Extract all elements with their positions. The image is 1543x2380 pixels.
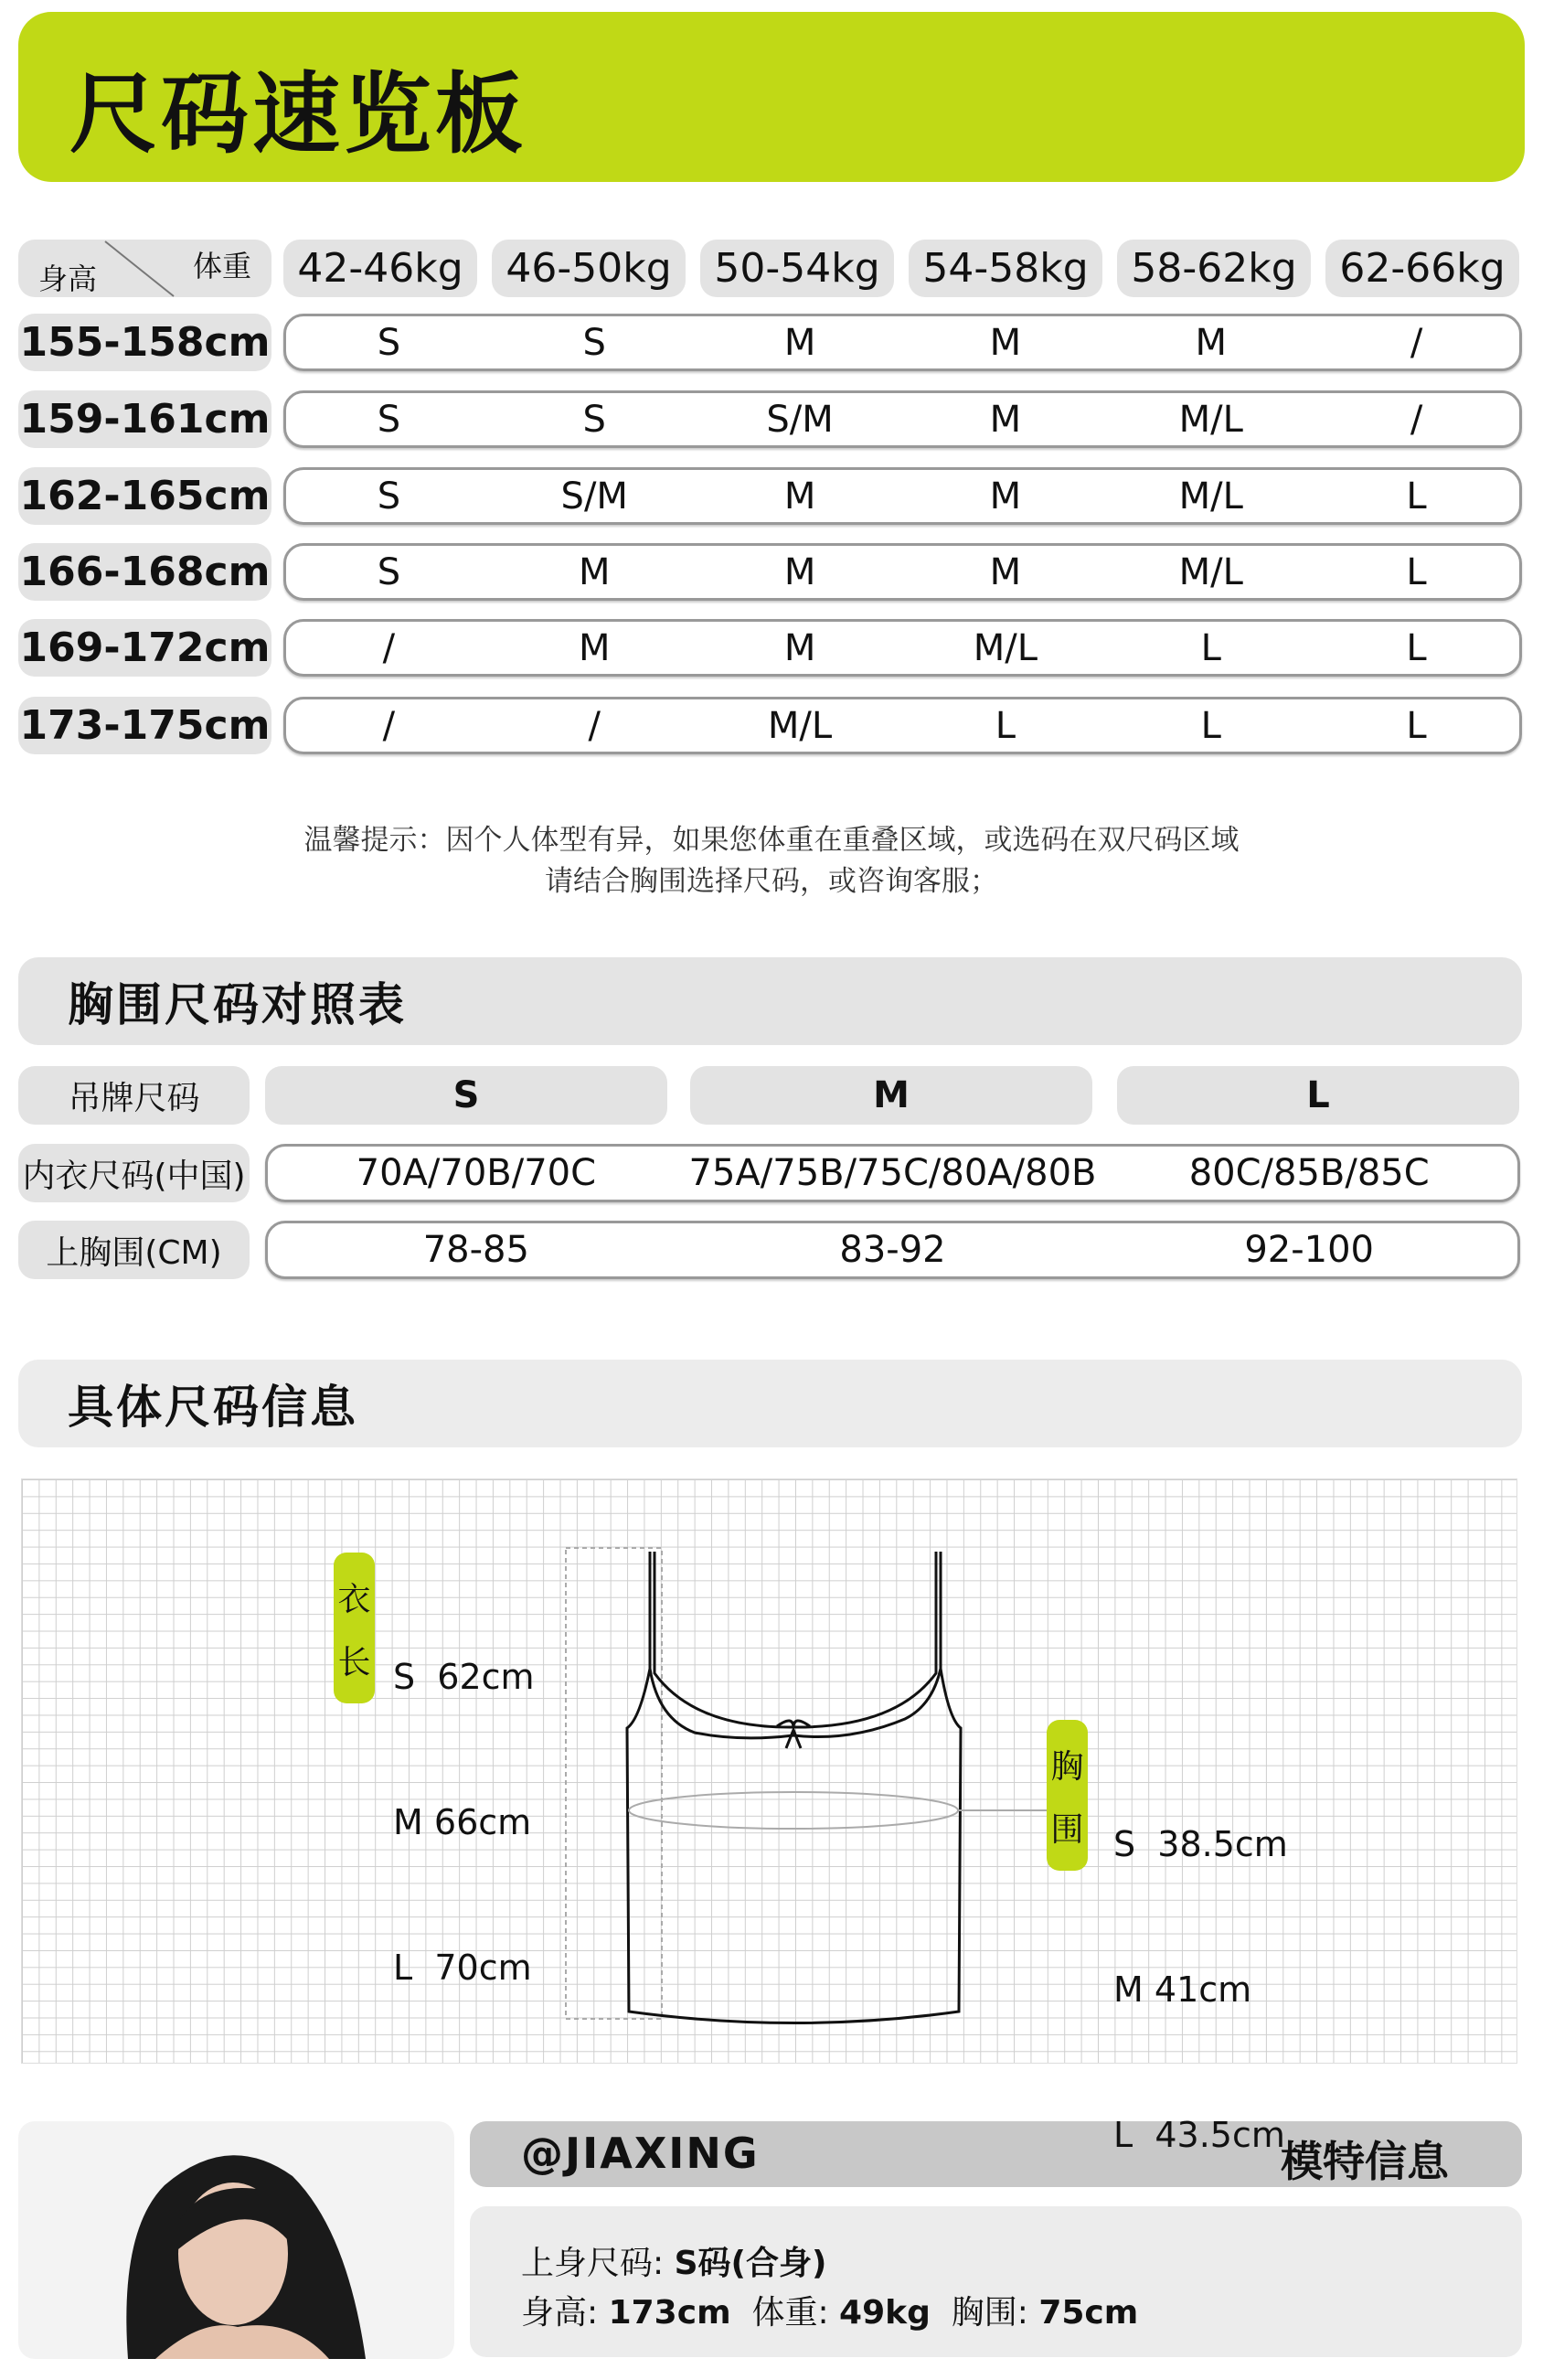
size-row — [283, 543, 1522, 601]
height-axis-label: 身高 — [38, 261, 98, 296]
size-cell: M — [783, 550, 816, 593]
size-row — [283, 619, 1522, 677]
size-cell: L — [1200, 626, 1221, 669]
detail-title: 具体尺码信息 — [18, 1360, 1522, 1447]
size-cell: / — [1410, 398, 1423, 441]
corner-header — [18, 240, 271, 297]
size-cell: M — [783, 321, 816, 364]
height-label: 159-161cm — [18, 390, 271, 448]
size-cell: M — [578, 550, 611, 593]
length-label-char: 衣 — [337, 1580, 371, 1618]
weight-axis-label: 体重 — [192, 249, 251, 283]
page-title: 尺码速览板 — [69, 63, 527, 165]
height-label: 166-168cm — [18, 543, 271, 601]
size-cell: S — [377, 321, 401, 364]
height-label: 169-172cm — [18, 619, 271, 677]
bust-cell: 78-85 — [422, 1229, 529, 1271]
size-row — [283, 390, 1522, 448]
chest-label-char: 围 — [1050, 1810, 1084, 1849]
size-cell: S — [377, 398, 401, 441]
tip-line-2: 请结合胸围选择尺码，或咨询客服； — [545, 865, 998, 898]
title-banner — [18, 12, 1525, 182]
model-info-title: 模特信息 — [1281, 2137, 1449, 2186]
garment-diagram — [548, 1478, 1060, 2064]
size-cell: M/L — [1178, 550, 1243, 593]
bra-size-cell: 80C/85B/85C — [1188, 1152, 1430, 1194]
size-cell: M — [783, 626, 816, 669]
size-cell: / — [382, 626, 396, 669]
size-cell: M — [989, 398, 1022, 441]
length-label-char: 长 — [337, 1643, 371, 1681]
bust-cell: 92-100 — [1244, 1229, 1375, 1271]
size-cell: L — [1406, 475, 1427, 518]
chest-label-char: 胸 — [1050, 1747, 1084, 1786]
height-label: 173-175cm — [18, 697, 271, 754]
size-cell: L — [1406, 704, 1427, 747]
size-cell: S — [582, 398, 606, 441]
size-row — [283, 697, 1522, 754]
tag-size-header: M — [690, 1066, 1092, 1125]
weight-header: 54-58kg — [909, 240, 1102, 297]
size-cell: / — [588, 704, 601, 747]
size-cell: S — [377, 550, 401, 593]
size-cell: L — [1406, 626, 1427, 669]
camisole-outline — [627, 1552, 961, 2023]
bust-cell: 83-92 — [839, 1229, 946, 1271]
model-photo — [18, 2121, 454, 2359]
size-cell: M — [1195, 321, 1227, 364]
weight-header: 46-50kg — [492, 240, 686, 297]
size-cell: M — [989, 475, 1022, 518]
length-guide — [566, 1548, 662, 2019]
tag-size-header: S — [265, 1066, 667, 1125]
length-label-pill — [334, 1553, 375, 1703]
size-cell: M — [783, 475, 816, 518]
size-cell: M — [989, 550, 1022, 593]
size-cell: L — [1200, 704, 1221, 747]
size-cell: S/M — [560, 475, 628, 518]
tag-size-header: L — [1117, 1066, 1519, 1125]
bra-size-cell: 75A/75B/75C/80A/80B — [688, 1152, 1097, 1194]
size-cell: S/M — [766, 398, 834, 441]
weight-header: 42-46kg — [283, 240, 477, 297]
bra-size-row — [265, 1144, 1520, 1202]
size-cell: / — [1410, 321, 1423, 364]
chest-table-title: 胸围尺码对照表 — [18, 957, 1522, 1045]
size-cell: M/L — [973, 626, 1038, 669]
weight-header: 62-66kg — [1325, 240, 1519, 297]
weight-header: 50-54kg — [700, 240, 894, 297]
size-cell: L — [995, 704, 1016, 747]
size-cell: M — [989, 321, 1022, 364]
chest-guide — [629, 1792, 958, 1829]
tip-line-1: 温馨提示：因个人体型有异，如果您体重在重叠区域，或选码在双尺码区域 — [303, 824, 1240, 857]
size-cell: / — [382, 704, 396, 747]
bust-label: 上胸围(CM) — [18, 1221, 250, 1279]
length-values: S 62cm M 66cm L 70cm — [393, 1657, 535, 1988]
chest-label-pill — [1047, 1720, 1088, 1871]
bra-size-label: 内衣尺码(中国) — [18, 1144, 250, 1202]
size-cell: L — [1406, 550, 1427, 593]
bra-size-cell: 70A/70B/70C — [356, 1152, 597, 1194]
model-handle: @JIAXING — [521, 2129, 760, 2178]
size-cell: S — [582, 321, 606, 364]
size-cell: S — [377, 475, 401, 518]
model-header — [470, 2121, 1522, 2187]
size-row — [283, 467, 1522, 525]
height-label: 155-158cm — [18, 314, 271, 371]
bust-row — [265, 1221, 1520, 1279]
size-cell: M/L — [1178, 475, 1243, 518]
height-label: 162-165cm — [18, 467, 271, 525]
size-cell: M/L — [767, 704, 833, 747]
weight-header: 58-62kg — [1117, 240, 1311, 297]
model-info-box: 上身尺码: S码(合身) 身高: 173cm 体重: 49kg 胸围: 75cm — [470, 2206, 1522, 2357]
chest-values: S 38.5cm M 41cm L 43.5cm — [1113, 1824, 1288, 2155]
size-row — [283, 314, 1522, 371]
tag-size-label: 吊牌尺码 — [18, 1066, 250, 1125]
size-cell: M/L — [1178, 398, 1243, 441]
size-cell: M — [578, 626, 611, 669]
diagonal-divider — [18, 240, 271, 297]
